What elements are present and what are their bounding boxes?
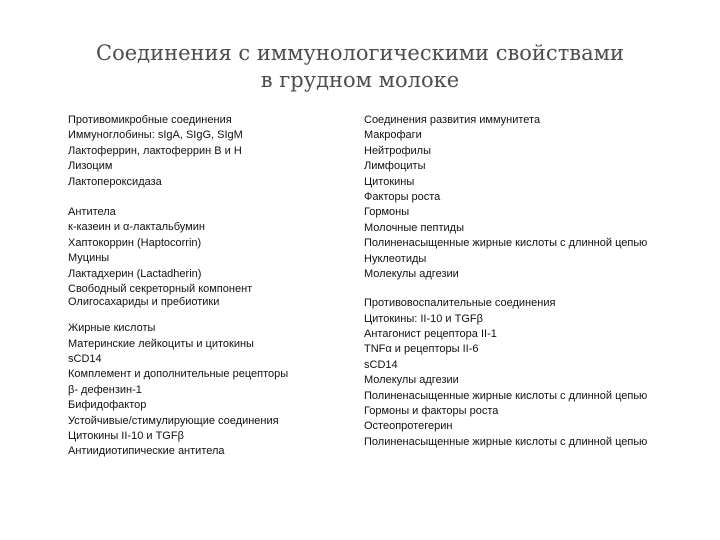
title-line-1: Соединения с иммунологическими свойствами bbox=[96, 41, 624, 65]
list-item: Иммуноглобины: sIgA, SIgG, SIgM bbox=[68, 129, 243, 142]
list-item: Гормоны bbox=[364, 206, 410, 219]
list-item: sCD14 bbox=[364, 358, 398, 371]
list-item: Лактадхерин (Lactadherin) bbox=[68, 267, 202, 280]
list-item: Полиненасыщенные жирные кислоты с длинной цепью bbox=[364, 237, 648, 250]
list-item: Противомикробные соединения bbox=[68, 114, 232, 126]
slide-title bbox=[60, 40, 660, 94]
list-item: Антитела bbox=[68, 205, 116, 218]
list-item: Полиненасыщенные жирные кислоты с длинной цепью bbox=[364, 435, 648, 448]
list-item: Лимфоциты bbox=[364, 160, 426, 173]
list-item: Устойчивые/стимулирующие соединения bbox=[68, 414, 279, 427]
list-item: Бифидофактор bbox=[68, 399, 147, 412]
list-item: Нейтрофилы bbox=[364, 144, 431, 157]
left-column bbox=[68, 113, 288, 460]
list-item: Олигосахариды и пребиотики bbox=[68, 296, 220, 309]
list-item: TNFα и рецепторы II-6 bbox=[364, 343, 479, 356]
list-item: Комплемент и дополнительные рецепторы bbox=[68, 368, 289, 381]
list-item: Соединения развития иммунитета bbox=[364, 114, 541, 126]
list-item: Жирные кислоты bbox=[68, 322, 156, 335]
other-compounds-group bbox=[68, 205, 288, 460]
list-item: Цитокины bbox=[364, 175, 415, 188]
list-item: Цитокины II-10 и TGFβ bbox=[68, 430, 184, 443]
right-column bbox=[364, 113, 647, 450]
list-item: sCD14 bbox=[68, 353, 102, 366]
list-item: Факторы роста bbox=[364, 190, 441, 203]
anti-inflammatory-group bbox=[364, 296, 647, 450]
list-item: Антиидиотипические антитела bbox=[68, 445, 225, 458]
list-item: Лактопероксидаза bbox=[68, 175, 162, 188]
list-item: Молекулы адгезии bbox=[364, 374, 459, 387]
list-item: Муцины bbox=[68, 252, 110, 265]
list-item: Остеопротегерин bbox=[364, 420, 453, 433]
list-item: Цитокины: II-10 и TGFβ bbox=[364, 312, 483, 325]
list-item: β- дефензин-1 bbox=[68, 383, 142, 396]
list-item: Полиненасыщенные жирные кислоты с длинной цепью bbox=[364, 389, 648, 402]
list-item: Гормоны и факторы роста bbox=[364, 405, 499, 418]
list-item: Лактоферрин, лактоферрин В и Н bbox=[68, 144, 242, 157]
list-item: Молекулы адгезии bbox=[364, 267, 459, 280]
immune-development-group bbox=[364, 113, 647, 282]
list-item: Антагонист рецептора II-1 bbox=[364, 328, 497, 341]
antimicrobial-group bbox=[68, 113, 288, 190]
list-item: Лизоцим bbox=[68, 160, 113, 173]
list-item: Свободный секреторный компонент bbox=[68, 282, 253, 295]
title-line-2: в грудном молоке bbox=[260, 68, 460, 92]
list-item: Хаптокоррин (Haptocorrin) bbox=[68, 236, 202, 249]
list-item: к-казеин и α-лактальбумин bbox=[68, 221, 205, 234]
list-item: Материнские лейкоциты и цитокины bbox=[68, 337, 254, 350]
list-item: Противовоспалительные соединения bbox=[364, 297, 556, 310]
list-item: Нуклеотиды bbox=[364, 252, 427, 265]
list-item: Макрофаги bbox=[364, 129, 422, 142]
list-item: Молочные пептиды bbox=[364, 221, 465, 234]
